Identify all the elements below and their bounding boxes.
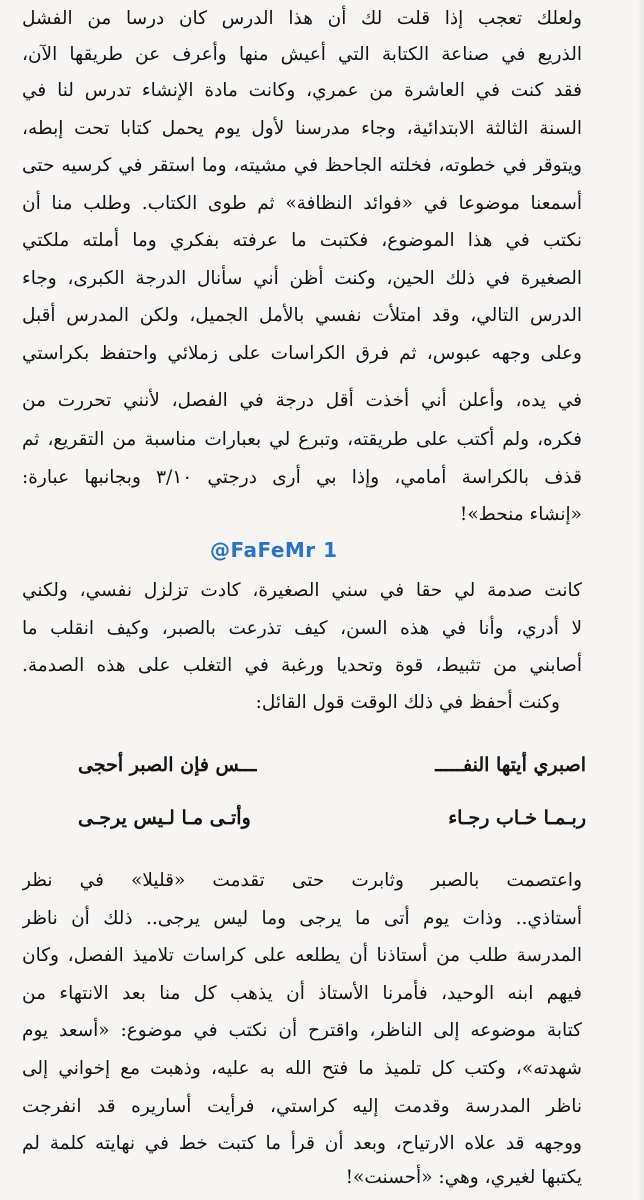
text-line: المدرسة طلب من أستاذنا أن يطلعه على كراسات تلاميذ الفصل، وكان <box>22 945 582 966</box>
text-line: «إنشاء منحط»! <box>459 504 582 525</box>
text-line: ووجهه قد علاه الارتياح، وبعد أن قرأ ما كتبت خط في نهايته كلمة لم <box>22 1133 582 1154</box>
text-line: كانت صدمة لي حقا في سني الصغيرة، كادت تزلزل نفسي، ولكني <box>22 580 582 601</box>
text-line: الصغيرة في ذلك الحين، وكنت أظن أني سأنال الدرجة الكبرى، وجاء <box>22 268 582 289</box>
text-line: فكره، ولم أكتب على طريقته، وتبرع لي بعبارات مناسبة من التقريع، ثم <box>22 429 582 450</box>
text-line: كتابة موضوعه إلى الناظر، واقترح أن نكتب في موضوع: «أسعد يوم <box>22 1020 582 1041</box>
text-line: شهدته»، وكتب كل تلميذ ما فتح الله به عليه، وذهبت مع إخواني إلى <box>22 1058 582 1079</box>
text-line: أستاذي.. وذات يوم أتى ما يرجى وما ليس يرجى.. ذلك أن ناظر <box>22 908 582 929</box>
text-line: نكتب في هذا الموضوع، فكتبت ما عرفته بفكري وما أملته ملكتي <box>22 230 582 251</box>
text-line: السنة الثالثة الابتدائية، وجاء مدرسنا لأول يوم يحمل كتابا تحت إبطه، <box>22 118 582 139</box>
text-line: وكنت أحفظ في ذلك الوقت قول القائل: <box>255 692 560 713</box>
text-line: يكتبها لغيري، وهي: «أحسنت»! <box>345 1167 582 1188</box>
text-line: واعتصمت بالصبر وثابرت حتى تقدمت «قليلا» في نظر <box>22 870 582 891</box>
text-line: في يده، وأعلن أني أخذت أقل درجة في الفصل، لأنني تحررت من <box>22 390 582 411</box>
text-line: فيهم ابنه الوحيد، فأمرنا الأستاذ أن يذهب كل منا بعد الانتهاء من <box>22 983 582 1004</box>
verse-2-second-half: وأتـى مـا لـيس يرجـى <box>78 807 251 829</box>
text-line: ولعلك تعجب إذا قلت لك أن هذا الدرس كان درسا من الفشل <box>22 8 582 29</box>
watermark-handle: @FaFeMr 1 <box>210 538 338 562</box>
text-line: فقد كنت في العاشرة من عمري، وكانت مادة الإنشاء تدرس لنا في <box>22 80 582 101</box>
text-line: أسمعنا موضوعا في «فوائد النظافة» ثم طوى الكتاب. وطلب منا أن <box>22 193 582 214</box>
text-line: ويتوقر في خطوته، فخلته الجاحظ في مشيته، وما استقر في كرسيه حتى <box>22 155 582 176</box>
text-line: وعلى وجهه عبوس، ثم فرق الكراسات على زملائي واحتفظ بكراستي <box>22 343 582 364</box>
text-line: أصابني من تثبيط، قوة وتحديا ورغبة في التغلب على هذه الصدمة. <box>22 655 582 676</box>
scan-edge-shadow <box>638 0 644 1200</box>
verse-2-first-half: ربـمـا خـاب رجـاء <box>448 807 586 829</box>
text-line: قذف بالكراسة أمامي، وإذا بي أرى درجتي ٣/١٠ وبجانبها عبارة: <box>22 467 582 488</box>
text-line: الدرس التالي، وقد امتلأت نفسي بالأمل الجميل، ولكن المدرس أقبل <box>22 305 582 326</box>
verse-1-first-half: اصبري أيتها النفـــــ <box>435 754 586 776</box>
text-line: لا أدري، وأنا في هذه السن، كيف تذرعت بالصبر، وكيف انقلب ما <box>22 618 582 639</box>
text-line: الذريع في صناعة الكتابة التي أعيش منها وأعرف عن طريقها الآن، <box>22 44 582 65</box>
verse-1-second-half: ـــس فإن الصبر أحجى <box>78 754 257 776</box>
text-line: ناظر المدرسة وقدمت إليه كراستي، فرأيت أساريره قد انفرجت <box>22 1096 582 1117</box>
